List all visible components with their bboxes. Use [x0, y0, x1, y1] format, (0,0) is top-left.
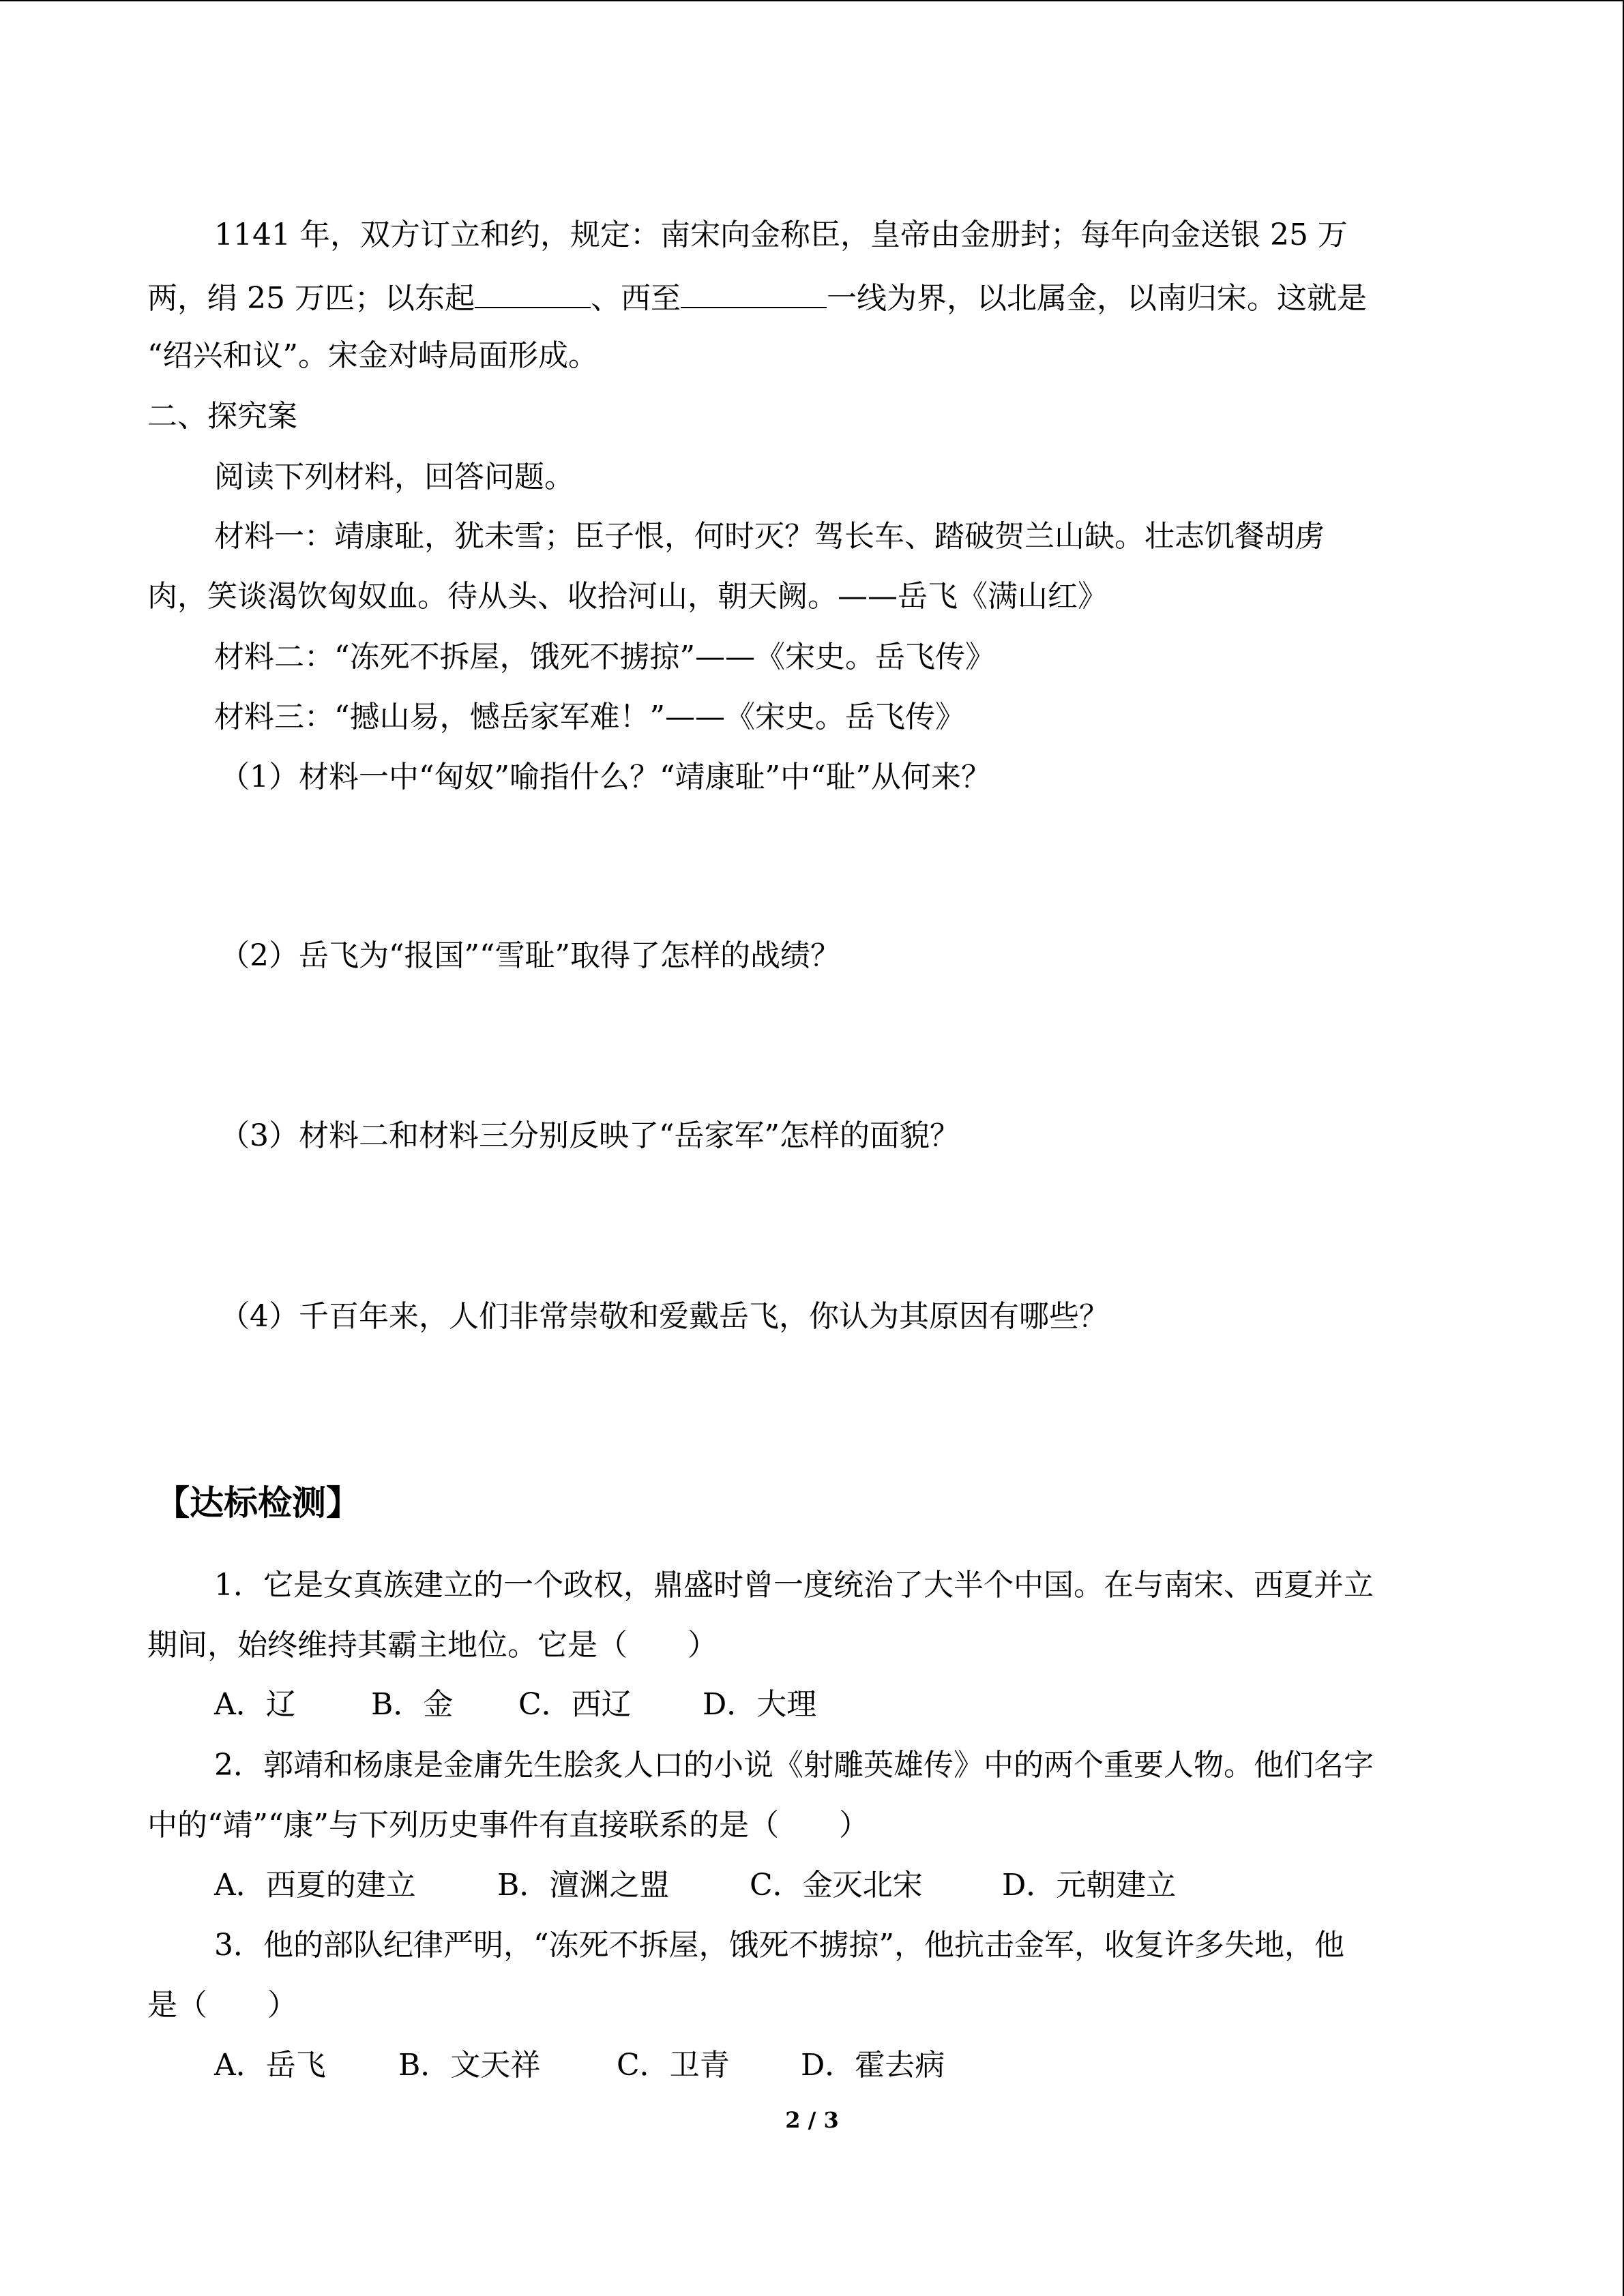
option-2-c: C．金灭北宋 [750, 1868, 923, 1903]
material-3: 材料三：“撼山易，憾岳家军难！”——《宋史。岳飞传》 [214, 700, 965, 734]
treaty-text-part-a: 两，绢 25 万匹；以东起 [147, 281, 475, 316]
option-1-b: B．金 [371, 1687, 454, 1722]
option-1-a: A．辽 [214, 1687, 296, 1722]
test-item-1-options [214, 1684, 816, 1725]
test-item-1-line-1: 1．它是女真族建立的一个政权，鼎盛时曾一度统治了大半个中国。在与南宋、西夏并立 [214, 1568, 1374, 1602]
option-2-b: B．澶渊之盟 [497, 1868, 670, 1903]
option-2-a: A．西夏的建立 [214, 1868, 416, 1903]
fill-in-blank-east[interactable] [475, 275, 591, 308]
material-1-line-1: 材料一：靖康耻，犹未雪；臣子恨，何时灭？驾长车、踏破贺兰山缺。壮志饥餐胡虏 [214, 519, 1325, 554]
option-3-c: C．卫青 [617, 2048, 730, 2083]
question-1: （1）材料一中“匈奴”喻指什么？“靖康耻”中“耻”从何来？ [220, 760, 991, 794]
test-item-3-line-1: 3．他的部队纪律严明，“冻死不拆屋，饿死不掳掠”，他抗击金军，收复许多失地，他 [214, 1928, 1344, 1963]
option-3-d: D．霍去病 [801, 2048, 945, 2083]
treaty-paragraph-line-1: 1141 年，双方订立和约，规定：南宋向金称臣，皇帝由金册封；每年向金送银 25 万 [214, 218, 1348, 252]
fill-in-blank-west[interactable] [681, 275, 827, 308]
option-1-d: D．大理 [703, 1687, 817, 1722]
treaty-paragraph-line-3: “绍兴和议”。宋金对峙局面形成。 [147, 338, 598, 373]
treaty-text-part-b: 、西至 [590, 281, 681, 316]
section-title-explore: 二、探究案 [147, 399, 297, 434]
option-3-b: B．文天祥 [398, 2048, 541, 2083]
material-1-line-2: 肉，笑谈渴饮匈奴血。待从头、收拾河山，朝天阙。——岳飞《满山红》 [147, 579, 1108, 614]
section-title-test: 【达标检测】 [156, 1483, 360, 1523]
page-number: 2 / 3 [785, 2107, 839, 2133]
question-2: （2）岳飞为“报国”“雪耻”取得了怎样的战绩？ [220, 938, 840, 973]
test-item-3-line-2: 是（ ） [147, 1988, 297, 2023]
test-item-2-line-2: 中的“靖”“康”与下列历史事件有直接联系的是（ ） [147, 1808, 869, 1843]
material-2: 材料二：“冻死不拆屋，饿死不掳掠”——《宋史。岳飞传》 [214, 640, 995, 674]
option-3-a: A．岳飞 [214, 2048, 326, 2083]
question-3: （3）材料二和材料三分别反映了“岳家军”怎样的面貌？ [220, 1118, 960, 1153]
question-4: （4）千百年来，人们非常崇敬和爱戴岳飞，你认为其原因有哪些？ [220, 1299, 1109, 1334]
test-item-3-options [214, 2045, 945, 2086]
test-item-2-options [214, 1865, 1176, 1906]
test-item-1-line-2: 期间，始终维持其霸主地位。它是（ ） [147, 1628, 718, 1663]
test-item-2-line-1: 2．郭靖和杨康是金庸先生脍炙人口的小说《射雕英雄传》中的两个重要人物。他们名字 [214, 1748, 1374, 1783]
option-1-c: C．西辽 [518, 1687, 632, 1722]
treaty-paragraph-line-2 [147, 275, 1367, 319]
explore-intro: 阅读下列材料，回答问题。 [214, 460, 574, 494]
treaty-text-part-c: 一线为界，以北属金，以南归宋。这就是 [826, 281, 1367, 316]
option-2-d: D．元朝建立 [1002, 1868, 1177, 1903]
